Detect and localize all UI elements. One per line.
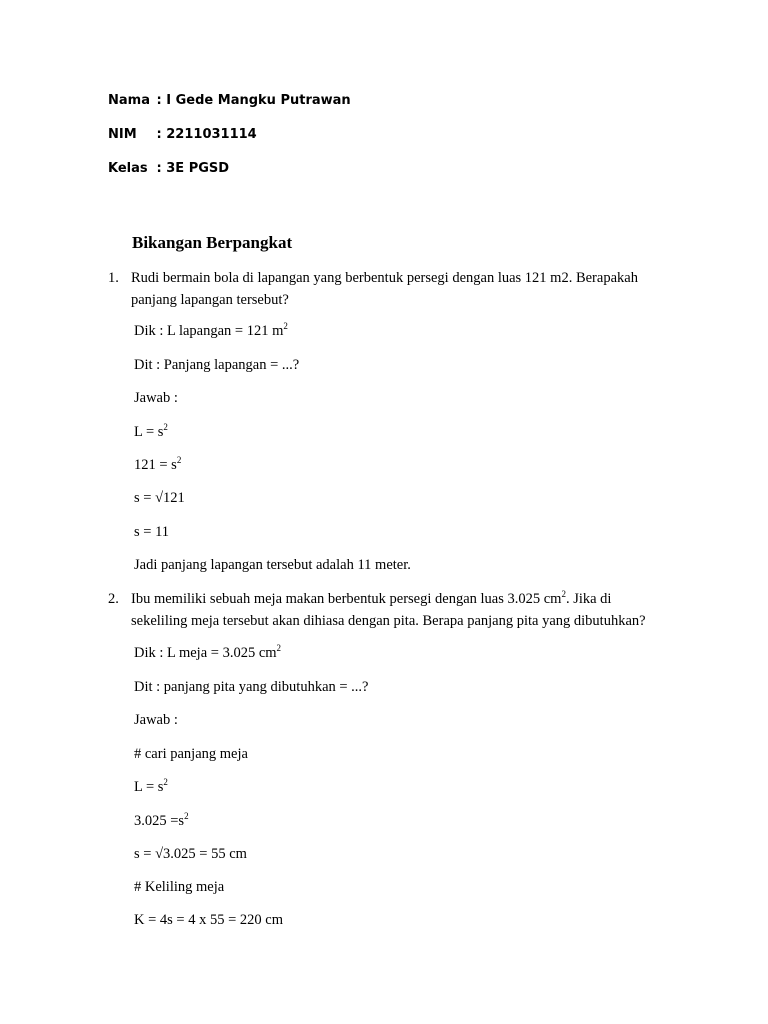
nama-label: Nama	[108, 93, 150, 108]
q1-step-3: s = √121	[134, 490, 185, 506]
student-identity	[108, 92, 351, 194]
question-1-text-line-2: panjang lapangan tersebut?	[131, 292, 289, 308]
q2-dik-exponent: 2	[276, 643, 282, 654]
q2-step-3: s = √3.025 = 55 cm	[134, 846, 247, 862]
q1-dik	[134, 320, 288, 342]
document-title: Bikangan Berpangkat	[132, 233, 293, 252]
q2-step-1-text: L = s	[134, 779, 164, 795]
question-1-text-line-1: Rudi bermain bola di lapangan yang berbentuk persegi dengan luas 121 m2. Berapakah	[131, 270, 638, 286]
q1-jawab: Jawab :	[134, 390, 178, 406]
q1-step-2	[134, 454, 181, 476]
q1-dik-exponent: 2	[283, 321, 288, 332]
q1-step-1-text: L = s	[134, 424, 164, 440]
identity-row-nim	[108, 126, 351, 160]
identity-row-kelas	[108, 160, 351, 194]
q1-conclusion: Jadi panjang lapangan tersebut adalah 11 meter.	[134, 557, 411, 573]
question-2-text-line-2: sekeliling meja tersebut akan dihiasa dengan pita. Berapa panjang pita yang dibutuhkan?	[131, 613, 646, 629]
q1-step-2-text: 121 = s	[134, 457, 177, 473]
question-1-text	[131, 267, 691, 311]
q2-dik	[134, 642, 281, 664]
question-2-text-line-1	[131, 588, 691, 610]
question-2-text-line-1-a: Ibu memiliki sebuah meja makan berbentuk persegi dengan luas 3.025 cm	[131, 591, 562, 607]
q2-step-1-exponent: 2	[163, 777, 168, 788]
q2-step-1	[134, 776, 168, 798]
nim-value: : 2211031114	[156, 127, 257, 142]
q2-step-2	[134, 810, 189, 832]
q2-heading-1: # cari panjang meja	[134, 746, 248, 762]
q2-dik-text: Dik : L meja = 3.025 cm	[134, 645, 277, 661]
q2-dit: Dit : panjang pita yang dibutuhkan = ...?	[134, 679, 369, 695]
q1-step-1-exponent: 2	[163, 422, 168, 433]
question-2-text-exponent: 2	[561, 589, 566, 600]
nama-value: : I Gede Mangku Putrawan	[156, 93, 351, 108]
q1-dit: Dit : Panjang lapangan = ...?	[134, 357, 300, 373]
question-2-number: 2.	[108, 591, 119, 607]
kelas-value: : 3E PGSD	[156, 161, 230, 176]
question-1-number: 1.	[108, 270, 119, 286]
q1-step-2-exponent: 2	[176, 455, 182, 466]
q1-step-1	[134, 421, 168, 443]
q1-step-4: s = 11	[134, 524, 170, 540]
question-2-text-line-1-b: . Jika di	[565, 591, 612, 607]
nim-label: NIM	[108, 127, 137, 142]
q2-heading-2: # Keliling meja	[134, 879, 225, 895]
question-2-text	[131, 588, 691, 632]
kelas-label: Kelas	[108, 161, 148, 176]
q2-step-2-text: 3.025 =s	[134, 813, 185, 829]
identity-row-nama	[108, 92, 351, 126]
q2-step-2-exponent: 2	[184, 811, 189, 822]
q2-step-4: K = 4s = 4 x 55 = 220 cm	[134, 912, 283, 928]
q2-jawab: Jawab :	[134, 712, 178, 728]
q1-dik-text: Dik : L lapangan = 121 m	[134, 323, 284, 339]
